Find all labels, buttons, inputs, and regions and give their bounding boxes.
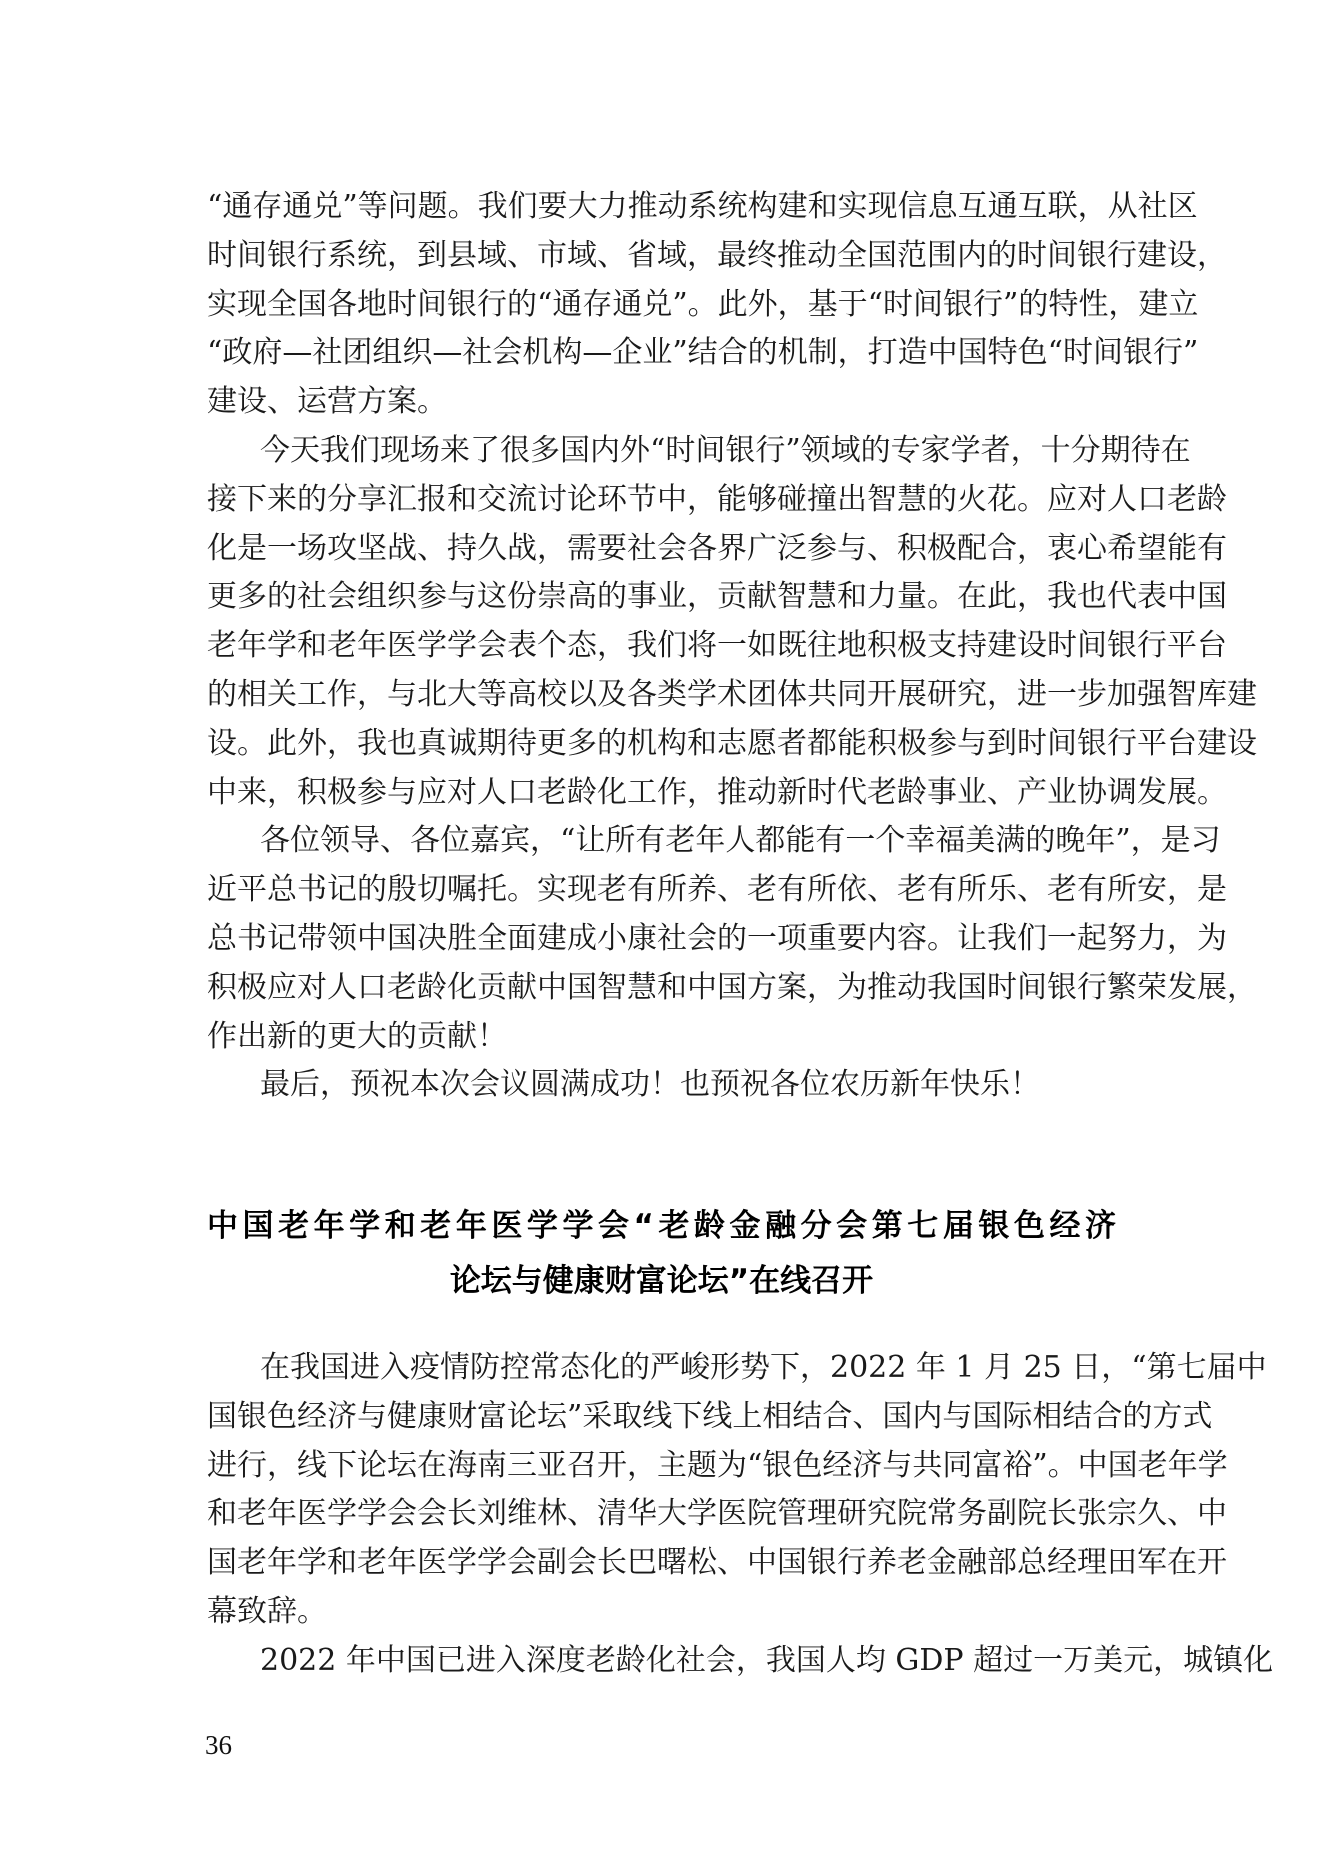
text-line: 国银色经济与健康财富论坛”采取线下线上相结合、国内与国际相结合的方式 [207, 1398, 1213, 1434]
text-line: 接下来的分享汇报和交流讨论环节中，能够碰撞出智慧的火花。应对人口老龄 [207, 481, 1227, 517]
text-line: 建设、运营方案。 [207, 384, 447, 420]
text-line: 实现全国各地时间银行的“通存通兑”。此外，基于“时间银行”的特性，建立 [207, 286, 1199, 322]
body-section-forum-report [207, 1344, 1274, 1686]
text-line: 近平总书记的殷切嘱托。实现老有所养、老有所依、老有所乐、老有所安，是 [207, 872, 1227, 908]
text-line: 设。此外，我也真诚期待更多的机构和志愿者都能积极参与到时间银行平台建设 [207, 725, 1257, 761]
paragraph-start-line: 最后，预祝本次会议圆满成功！也预祝各位农历新年快乐！ [260, 1067, 1040, 1103]
text-line: 化是一场攻坚战、持久战，需要社会各界广泛参与、积极配合，衷心希望能有 [207, 530, 1227, 566]
paragraph-start-line: 2022 年中国已进入深度老龄化社会，我国人均 GDP 超过一万美元，城镇化 [260, 1642, 1274, 1678]
text-line: “政府—社团组织—社会机构—企业”结合的机制，打造中国特色“时间银行” [207, 335, 1199, 371]
paragraph-start-line: 在我国进入疫情防控常态化的严峻形势下，2022 年 1 月 25 日，“第七届中 [260, 1350, 1267, 1385]
text-line: “通存通兑”等问题。我们要大力推动系统构建和实现信息互通互联，从社区 [207, 189, 1198, 224]
text-line: 的相关工作，与北大等高校以及各类学术团体共同开展研究，进一步加强智库建 [207, 676, 1257, 712]
text-line: 作出新的更大的贡献！ [207, 1018, 507, 1054]
article-title-line-1: 中国老年学和老年医学学会“老龄金融分会第七届银色经济 [207, 1208, 1116, 1244]
paragraph-start-line: 各位领导、各位嘉宾，“让所有老年人都能有一个幸福美满的晚年”，是习 [260, 823, 1221, 859]
page-number: 36 [205, 1730, 232, 1760]
text-line: 进行，线下论坛在海南三亚召开，主题为“银色经济与共同富裕”。中国老年学 [207, 1447, 1228, 1483]
text-line: 时间银行系统，到县域、市域、省域，最终推动全国范围内的时间银行建设， [207, 237, 1227, 273]
article-title-line-2: 论坛与健康财富论坛”在线召开 [449, 1263, 874, 1299]
text-line: 和老年医学学会会长刘维林、清华大学医院管理研究院常务副院长张宗久、中 [207, 1496, 1227, 1532]
text-line: 中来，积极参与应对人口老龄化工作，推动新时代老龄事业、产业协调发展。 [207, 774, 1227, 810]
text-line: 总书记带领中国决胜全面建成小康社会的一项重要内容。让我们一起努力，为 [207, 920, 1227, 956]
article-title [207, 1199, 1116, 1309]
text-line: 积极应对人口老龄化贡献中国智慧和中国方案，为推动我国时间银行繁荣发展， [207, 969, 1257, 1005]
paragraph-start-line: 今天我们现场来了很多国内外“时间银行”领域的专家学者，十分期待在 [260, 432, 1191, 468]
text-line: 更多的社会组织参与这份崇高的事业，贡献智慧和力量。在此，我也代表中国 [207, 579, 1227, 615]
text-line: 幕致辞。 [207, 1593, 327, 1629]
text-line: 国老年学和老年医学学会副会长巴曙松、中国银行养老金融部总经理田军在开 [207, 1545, 1227, 1581]
body-section-speech-closing [207, 183, 1257, 1110]
text-line: 老年学和老年医学学会表个态，我们将一如既往地积极支持建设时间银行平台 [207, 628, 1227, 664]
